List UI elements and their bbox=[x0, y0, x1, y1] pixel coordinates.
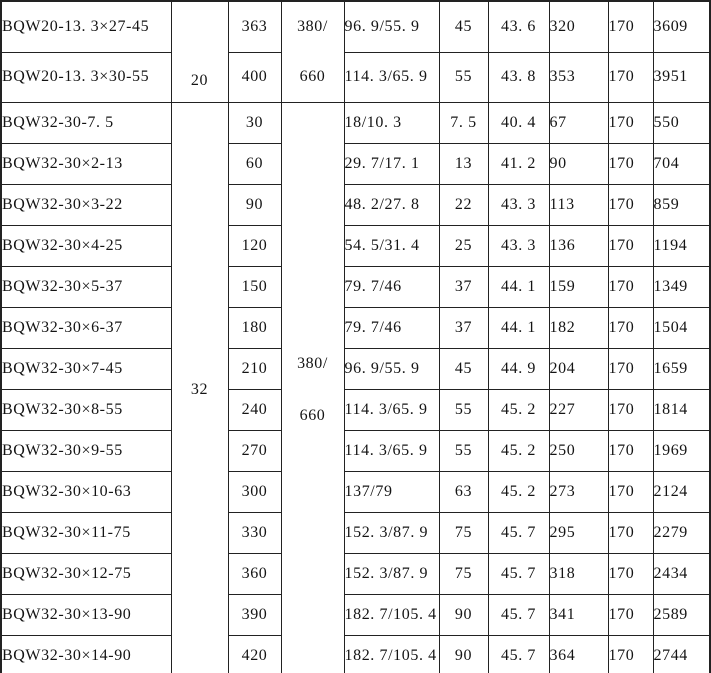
model-cell: BQW32-30×7-45 bbox=[1, 349, 171, 390]
table-row bbox=[1, 267, 710, 308]
value-cell: 300 bbox=[228, 472, 281, 513]
value-cell: 45 bbox=[439, 1, 488, 52]
table-row bbox=[1, 554, 710, 595]
table-row bbox=[1, 52, 710, 103]
value-cell: 55 bbox=[439, 390, 488, 431]
value-cell: 170 bbox=[608, 308, 653, 349]
value-cell: 2744 bbox=[653, 636, 710, 673]
value-cell: 2589 bbox=[653, 595, 710, 636]
value-cell: 18/10. 3 bbox=[344, 103, 439, 144]
value-cell: 182 bbox=[549, 308, 608, 349]
value-cell: 150 bbox=[228, 267, 281, 308]
value-cell: 170 bbox=[608, 636, 653, 673]
value-cell: 270 bbox=[228, 431, 281, 472]
value-cell: 79. 7/46 bbox=[344, 308, 439, 349]
value-cell: 1969 bbox=[653, 431, 710, 472]
value-cell: 45. 7 bbox=[488, 595, 549, 636]
value-cell: 170 bbox=[608, 267, 653, 308]
value-cell: 120 bbox=[228, 226, 281, 267]
table-row bbox=[1, 103, 710, 144]
value-cell: 1814 bbox=[653, 390, 710, 431]
voltage-line: 660 bbox=[299, 406, 326, 424]
model-cell: BQW20-13. 3×27-45 bbox=[1, 1, 171, 52]
value-cell: 44. 1 bbox=[488, 267, 549, 308]
value-cell: 170 bbox=[608, 390, 653, 431]
value-cell: 90 bbox=[439, 636, 488, 673]
value-cell: 114. 3/65. 9 bbox=[344, 52, 439, 103]
model-cell: BQW32-30×8-55 bbox=[1, 390, 171, 431]
value-cell: 40. 4 bbox=[488, 103, 549, 144]
table-row bbox=[1, 1, 710, 52]
value-cell: 79. 7/46 bbox=[344, 267, 439, 308]
model-cell: BQW32-30×14-90 bbox=[1, 636, 171, 673]
value-cell: 859 bbox=[653, 185, 710, 226]
model-cell: BQW32-30×10-63 bbox=[1, 472, 171, 513]
value-cell: 1504 bbox=[653, 308, 710, 349]
value-cell: 113 bbox=[549, 185, 608, 226]
value-cell: 41. 2 bbox=[488, 144, 549, 185]
value-cell: 7. 5 bbox=[439, 103, 488, 144]
value-cell: 170 bbox=[608, 431, 653, 472]
table-row bbox=[1, 513, 710, 554]
model-cell: BQW32-30×9-55 bbox=[1, 431, 171, 472]
model-cell: BQW32-30×5-37 bbox=[1, 267, 171, 308]
value-cell: 45. 7 bbox=[488, 636, 549, 673]
value-cell: 704 bbox=[653, 144, 710, 185]
value-cell: 37 bbox=[439, 267, 488, 308]
value-cell: 250 bbox=[549, 431, 608, 472]
value-cell: 152. 3/87. 9 bbox=[344, 513, 439, 554]
table-row bbox=[1, 472, 710, 513]
spec-group-cell: 20 bbox=[171, 1, 228, 103]
value-cell: 170 bbox=[608, 595, 653, 636]
value-cell: 318 bbox=[549, 554, 608, 595]
value-cell: 43. 3 bbox=[488, 226, 549, 267]
spec-table-body bbox=[1, 1, 710, 673]
value-cell: 170 bbox=[608, 185, 653, 226]
value-cell: 159 bbox=[549, 267, 608, 308]
value-cell: 45. 2 bbox=[488, 390, 549, 431]
value-cell: 170 bbox=[608, 103, 653, 144]
value-cell: 210 bbox=[228, 349, 281, 390]
voltage-line: 380/ bbox=[297, 18, 328, 35]
table-row bbox=[1, 431, 710, 472]
spec-group-cell: 32 bbox=[171, 103, 228, 673]
value-cell: 353 bbox=[549, 52, 608, 103]
value-cell: 3951 bbox=[653, 52, 710, 103]
value-cell: 90 bbox=[549, 144, 608, 185]
value-cell: 341 bbox=[549, 595, 608, 636]
value-cell: 75 bbox=[439, 554, 488, 595]
model-cell: BQW32-30×4-25 bbox=[1, 226, 171, 267]
value-cell: 182. 7/105. 4 bbox=[344, 595, 439, 636]
value-cell: 170 bbox=[608, 472, 653, 513]
model-cell: BQW32-30-7. 5 bbox=[1, 103, 171, 144]
model-cell: BQW32-30×2-13 bbox=[1, 144, 171, 185]
value-cell: 45. 2 bbox=[488, 431, 549, 472]
value-cell: 75 bbox=[439, 513, 488, 554]
value-cell: 320 bbox=[549, 1, 608, 52]
value-cell: 400 bbox=[228, 52, 281, 103]
value-cell: 30 bbox=[228, 103, 281, 144]
value-cell: 22 bbox=[439, 185, 488, 226]
value-cell: 63 bbox=[439, 472, 488, 513]
value-cell: 44. 1 bbox=[488, 308, 549, 349]
model-cell: BQW32-30×6-37 bbox=[1, 308, 171, 349]
value-cell: 240 bbox=[228, 390, 281, 431]
table-row bbox=[1, 144, 710, 185]
value-cell: 45. 2 bbox=[488, 472, 549, 513]
value-cell: 90 bbox=[228, 185, 281, 226]
value-cell: 330 bbox=[228, 513, 281, 554]
value-cell: 136 bbox=[549, 226, 608, 267]
value-cell: 45 bbox=[439, 349, 488, 390]
value-cell: 295 bbox=[549, 513, 608, 554]
value-cell: 180 bbox=[228, 308, 281, 349]
model-cell: BQW20-13. 3×30-55 bbox=[1, 52, 171, 103]
model-cell: BQW32-30×13-90 bbox=[1, 595, 171, 636]
value-cell: 273 bbox=[549, 472, 608, 513]
table-row bbox=[1, 226, 710, 267]
value-cell: 420 bbox=[228, 636, 281, 673]
table-row bbox=[1, 308, 710, 349]
value-cell: 550 bbox=[653, 103, 710, 144]
value-cell: 45. 7 bbox=[488, 554, 549, 595]
value-cell: 90 bbox=[439, 595, 488, 636]
value-cell: 43. 3 bbox=[488, 185, 549, 226]
voltage-line: 660 bbox=[299, 68, 326, 85]
value-cell: 170 bbox=[608, 349, 653, 390]
model-cell: BQW32-30×11-75 bbox=[1, 513, 171, 554]
table-row bbox=[1, 185, 710, 226]
value-cell: 96. 9/55. 9 bbox=[344, 349, 439, 390]
value-cell: 43. 8 bbox=[488, 52, 549, 103]
value-cell: 227 bbox=[549, 390, 608, 431]
value-cell: 67 bbox=[549, 103, 608, 144]
value-cell: 170 bbox=[608, 513, 653, 554]
value-cell: 114. 3/65. 9 bbox=[344, 390, 439, 431]
value-cell: 360 bbox=[228, 554, 281, 595]
value-cell: 114. 3/65. 9 bbox=[344, 431, 439, 472]
value-cell: 204 bbox=[549, 349, 608, 390]
table-row bbox=[1, 595, 710, 636]
table-row bbox=[1, 390, 710, 431]
value-cell: 25 bbox=[439, 226, 488, 267]
value-cell: 55 bbox=[439, 431, 488, 472]
model-cell: BQW32-30×12-75 bbox=[1, 554, 171, 595]
value-cell: 364 bbox=[549, 636, 608, 673]
value-cell: 137/79 bbox=[344, 472, 439, 513]
value-cell: 152. 3/87. 9 bbox=[344, 554, 439, 595]
value-cell: 2124 bbox=[653, 472, 710, 513]
value-cell: 363 bbox=[228, 1, 281, 52]
value-cell: 3609 bbox=[653, 1, 710, 52]
value-cell: 2279 bbox=[653, 513, 710, 554]
value-cell: 1659 bbox=[653, 349, 710, 390]
voltage-line: 380/ bbox=[297, 354, 328, 372]
value-cell: 54. 5/31. 4 bbox=[344, 226, 439, 267]
value-cell: 170 bbox=[608, 226, 653, 267]
voltage-cell bbox=[281, 1, 344, 103]
model-cell: BQW32-30×3-22 bbox=[1, 185, 171, 226]
value-cell: 2434 bbox=[653, 554, 710, 595]
table-row bbox=[1, 349, 710, 390]
value-cell: 48. 2/27. 8 bbox=[344, 185, 439, 226]
value-cell: 60 bbox=[228, 144, 281, 185]
value-cell: 55 bbox=[439, 52, 488, 103]
value-cell: 44. 9 bbox=[488, 349, 549, 390]
value-cell: 170 bbox=[608, 144, 653, 185]
value-cell: 1349 bbox=[653, 267, 710, 308]
value-cell: 170 bbox=[608, 554, 653, 595]
value-cell: 182. 7/105. 4 bbox=[344, 636, 439, 673]
value-cell: 13 bbox=[439, 144, 488, 185]
value-cell: 96. 9/55. 9 bbox=[344, 1, 439, 52]
value-cell: 45. 7 bbox=[488, 513, 549, 554]
value-cell: 43. 6 bbox=[488, 1, 549, 52]
value-cell: 170 bbox=[608, 52, 653, 103]
value-cell: 390 bbox=[228, 595, 281, 636]
value-cell: 29. 7/17. 1 bbox=[344, 144, 439, 185]
value-cell: 170 bbox=[608, 1, 653, 52]
value-cell: 1194 bbox=[653, 226, 710, 267]
voltage-cell bbox=[281, 103, 344, 673]
table-row bbox=[1, 636, 710, 673]
value-cell: 37 bbox=[439, 308, 488, 349]
